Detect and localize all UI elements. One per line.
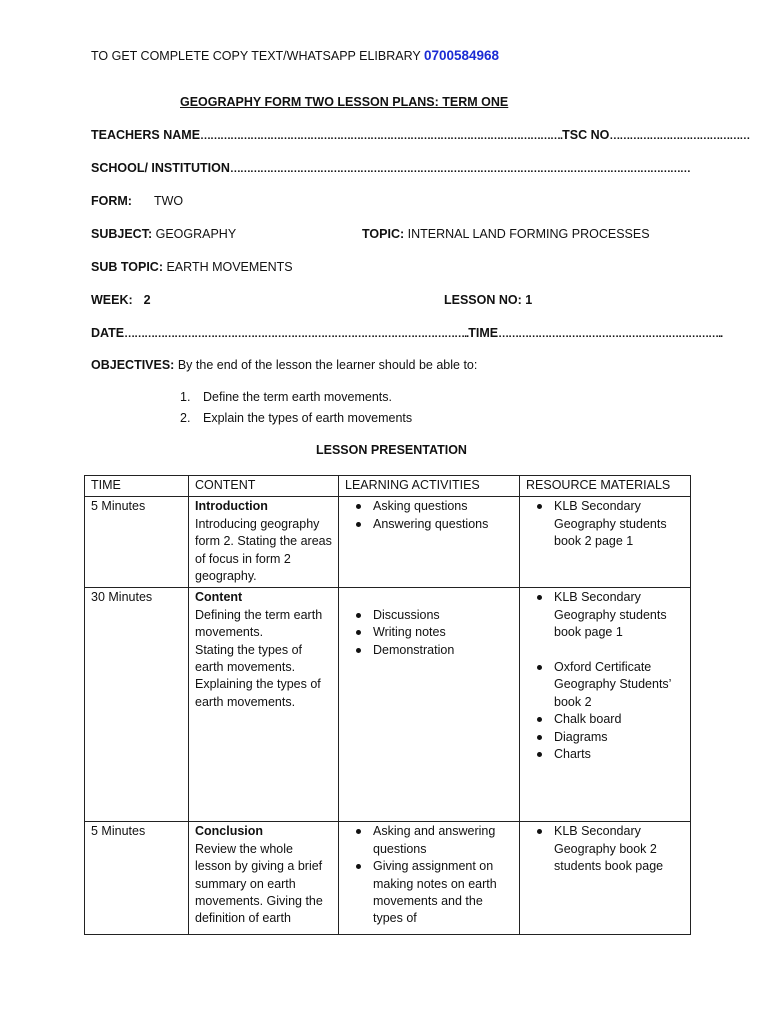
- content-cell: [189, 822, 339, 935]
- time-field[interactable]: …………………………………………………………..: [498, 328, 723, 340]
- column-header: RESOURCE MATERIALS: [520, 476, 691, 497]
- list-item: Discussions: [345, 607, 513, 624]
- objective-item: 2. Explain the types of earth movements: [180, 411, 413, 425]
- objectives-line: [91, 358, 477, 372]
- column-header: LEARNING ACTIVITIES: [339, 476, 520, 497]
- objectives-list: [180, 389, 412, 431]
- teachers-field[interactable]: ……………………………………………………………………………………………….: [200, 130, 563, 142]
- time-cell: 5 Minutes: [85, 822, 189, 935]
- tsc-label: TSC NO: [562, 128, 610, 142]
- date-label: DATE: [91, 326, 125, 340]
- list-item: Oxford Certificate Geography Students’ book 2: [526, 659, 684, 711]
- content-text: Review the whole lesson by giving a brief summary on earth movements. Giving the definition of earth: [195, 841, 323, 926]
- list-item: KLB Secondary Geography book 2 students book page: [526, 823, 684, 875]
- list-item: KLB Secondary Geography students book 2 page 1: [526, 498, 684, 550]
- promo-line: [91, 48, 499, 63]
- school-line: [91, 161, 690, 175]
- content-cell: [189, 588, 339, 822]
- activities-list: [345, 823, 513, 927]
- list-item: Giving assignment on making notes on earth movements and the types of: [345, 858, 513, 928]
- table-row: [85, 588, 691, 822]
- list-item: Answering questions: [345, 516, 513, 533]
- week-value: 2: [143, 293, 151, 307]
- content-cell: [189, 497, 339, 588]
- school-field[interactable]: …………………………………………………………………………………………………………………………: [229, 163, 690, 175]
- list-item: Diagrams: [526, 729, 684, 746]
- resources-cell: [520, 497, 691, 588]
- column-header: TIME: [85, 476, 189, 497]
- objective-item: 1. Define the term earth movements.: [180, 390, 392, 404]
- week-line: [91, 293, 151, 307]
- subject-label: SUBJECT:: [91, 227, 153, 241]
- form-value: TWO: [153, 194, 184, 208]
- resources-list: [526, 659, 684, 763]
- lesson-presentation-table: [84, 475, 691, 935]
- lesson-label: LESSON NO: 1: [444, 293, 533, 307]
- subtopic-label: SUB TOPIC:: [91, 260, 163, 274]
- content-heading: Introduction: [195, 499, 268, 514]
- list-item: Asking and answering questions: [345, 823, 513, 858]
- topic-line: [362, 227, 650, 241]
- subject-value: GEOGRAPHY: [152, 227, 237, 241]
- form-label: FORM:: [91, 194, 132, 208]
- table-row: [85, 822, 691, 935]
- content-text: Introducing geography form 2. Stating the areas of focus in form 2 geography.: [195, 516, 332, 584]
- time-cell: 5 Minutes: [85, 497, 189, 588]
- content-text: Stating the types of earth movements.: [195, 642, 303, 675]
- content-text: Defining the term earth movements.: [195, 607, 323, 640]
- lesson-no: [444, 293, 532, 307]
- subject-line: [91, 227, 236, 241]
- activities-cell: [339, 497, 520, 588]
- tsc-field[interactable]: ……………………………………: [609, 130, 750, 142]
- resources-list: [526, 589, 684, 641]
- topic-label: TOPIC:: [362, 227, 405, 241]
- topic-value: INTERNAL LAND FORMING PROCESSES: [404, 227, 650, 241]
- school-label: SCHOOL/ INSTITUTION: [91, 161, 230, 175]
- resources-cell: [520, 822, 691, 935]
- resources-list: [526, 498, 684, 550]
- activities-cell: [339, 822, 520, 935]
- resources-list: [526, 823, 684, 875]
- promo-text: TO GET COMPLETE COPY TEXT/WHATSAPP ELIBRARY: [91, 49, 424, 63]
- list-item: KLB Secondary Geography students book page 1: [526, 589, 684, 641]
- table-header-row: [85, 476, 691, 497]
- form-line: [91, 194, 183, 208]
- list-item: Charts: [526, 746, 684, 763]
- objectives-label: OBJECTIVES:: [91, 358, 175, 372]
- column-header: CONTENT: [189, 476, 339, 497]
- page-title: GEOGRAPHY FORM TWO LESSON PLANS: TERM ONE: [180, 95, 509, 109]
- objectives-intro: By the end of the lesson the learner should be able to:: [174, 358, 478, 372]
- time-label: TIME: [468, 326, 499, 340]
- subtopic-line: [91, 260, 293, 274]
- content-text: Explaining the types of earth movements.: [195, 677, 321, 709]
- date-line: [91, 326, 722, 340]
- presentation-title: LESSON PRESENTATION: [316, 443, 467, 457]
- phone-number[interactable]: 0700584968: [423, 48, 500, 63]
- table-row: [85, 497, 691, 588]
- teachers-label: TEACHERS NAME: [91, 128, 201, 142]
- list-item: Chalk board: [526, 711, 684, 728]
- date-field[interactable]: …………………………………………………………………………………………..: [124, 328, 469, 340]
- time-cell: 30 Minutes: [85, 588, 189, 822]
- activities-cell: [339, 588, 520, 822]
- activities-list: [345, 607, 513, 659]
- list-item: Writing notes: [345, 624, 513, 641]
- list-item: Asking questions: [345, 498, 513, 515]
- list-item: Demonstration: [345, 642, 513, 659]
- content-heading: Content: [195, 590, 243, 605]
- teachers-line: [91, 128, 749, 142]
- activities-list: [345, 498, 513, 533]
- week-label: WEEK:: [91, 293, 133, 307]
- content-heading: Conclusion: [195, 824, 264, 839]
- subtopic-value: EARTH MOVEMENTS: [163, 260, 293, 274]
- resources-cell: [520, 588, 691, 822]
